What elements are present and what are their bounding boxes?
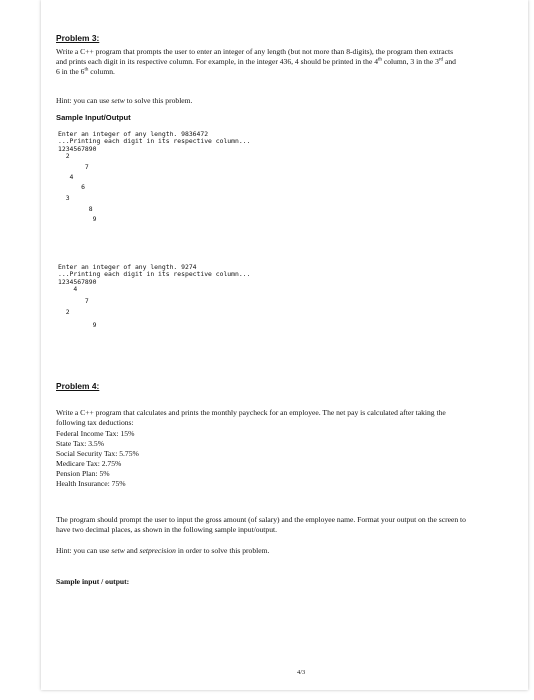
superscript-rd: rd (438, 57, 444, 63)
sample-line: Enter an integer of any length. 9836472 (58, 130, 209, 138)
sample-line: 7 (58, 296, 89, 305)
deduction-item: Medicare Tax: 2.75% (56, 459, 122, 468)
problem-3-heading: Problem 3: (56, 33, 100, 43)
sample-line: 4 (58, 285, 78, 294)
document-page (41, 0, 528, 690)
deduction-item: State Tax: 3.5% (56, 439, 105, 448)
problem-3-sample-heading: Sample Input/Output (56, 113, 131, 122)
deduction-item: Federal Income Tax: 15% (56, 429, 135, 438)
sample-line: 8 (58, 205, 93, 214)
problem-4-hint (56, 546, 269, 556)
problem-3-hint (56, 96, 193, 106)
problem-3-text-1: Write a C++ program that prompts the user to enter an integer of any length (but not more than 8-digits), the program then extracts and prints each digit in its respective column. For example, in the integer 436, 4 should be printed in the 4 (56, 47, 454, 66)
hint-prefix: Hint: you can use (56, 546, 112, 555)
sample-line: 4 (58, 173, 74, 182)
sample-line: Enter an integer of any length. 9274 (58, 263, 197, 271)
sample-line: 1234567890 (58, 277, 97, 286)
problem-3-text-3: and 6 in the 6 (56, 57, 456, 76)
problem-3-description (56, 47, 460, 77)
problem-3-text-4: column. (88, 67, 115, 76)
sample-line: 9 (58, 321, 97, 330)
deduction-item: Health Insurance: 75% (56, 479, 126, 488)
sample-line: 7 (58, 162, 89, 171)
deduction-item: Pension Plan: 5% (56, 469, 110, 478)
sample-line: 2 (58, 308, 70, 317)
deductions-list (56, 429, 139, 489)
problem-4-heading: Problem 4: (56, 381, 100, 391)
hint-keyword-setw: setw (111, 546, 125, 555)
problem-3-text-2: column, 3 in the 3 (381, 57, 439, 66)
hint-connector: and (124, 546, 140, 555)
problem-4-intro: Write a C++ program that calculates and prints the monthly paycheck for an employee. The net pay is calculated after taking the following tax deductions: (56, 408, 446, 427)
hint-keyword-setw: setw (111, 96, 125, 105)
problem-4-format-instructions: The program should prompt the user to input the gross amount (of salary) and the employee name. Format your output on the screen to have two decimal places, as shown in the following sample input/output. (56, 515, 466, 534)
deduction-item: Social Security Tax: 5.75% (56, 449, 139, 458)
sample-line: 3 (58, 193, 70, 202)
sample-line: ...Printing each digit in its respective column... (58, 137, 251, 146)
problem-4-sample-heading: Sample input / output: (56, 577, 130, 586)
page-number: 4/3 (297, 669, 306, 676)
sample-line: 9 (58, 214, 97, 223)
sample-line: ...Printing each digit in its respective column... (58, 270, 251, 279)
hint-keyword-setprecision: setprecision (139, 546, 176, 555)
sample-line: 2 (58, 152, 70, 161)
sample-output-2 (58, 264, 250, 330)
hint-suffix: in order to solve this problem. (175, 546, 270, 555)
hint-prefix: Hint: you can use (56, 96, 112, 105)
superscript-th-2: th (84, 67, 89, 73)
hint-suffix: to solve this problem. (124, 96, 193, 105)
sample-line: 6 (58, 183, 85, 192)
sample-line: 1234567890 (58, 144, 97, 153)
sample-output-1 (58, 131, 250, 223)
superscript-th-1: th (378, 57, 382, 63)
